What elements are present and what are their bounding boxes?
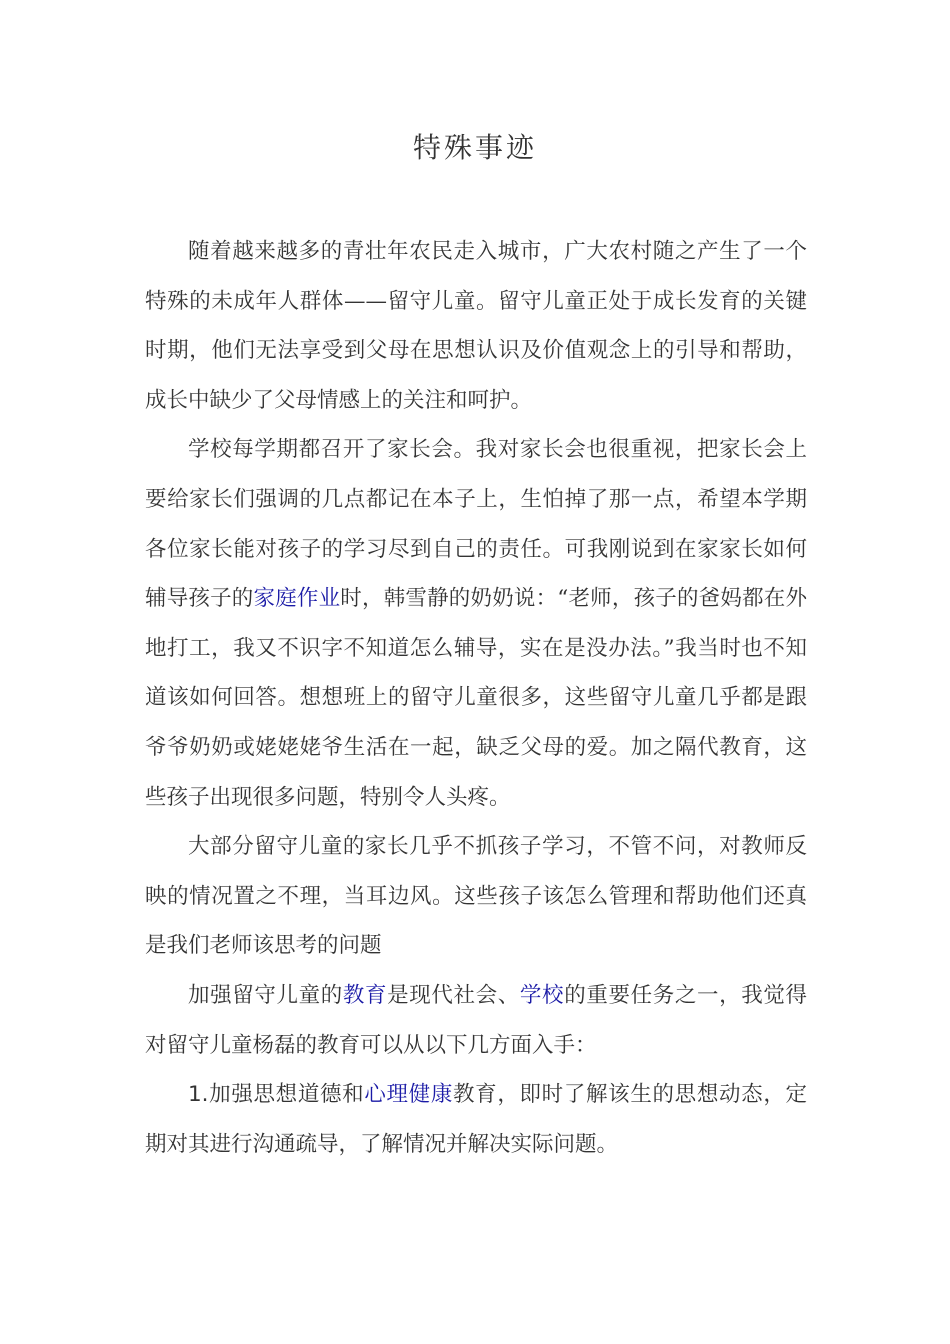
document-title: 特殊事迹 [412, 131, 537, 164]
mental-health-link[interactable]: 心理健康 [364, 1082, 454, 1108]
paragraph-3-text: 大部分留守儿童的家长几乎不抓孩子学习，不管不问，对教师反映的情况置之不理，当耳边风。这些孩子该怎么管理和帮助他们还真是我们老师该思考的问题 [145, 834, 807, 959]
paragraph-5 [145, 1070, 807, 1169]
paragraph-5-text-2: 教育，即时了解该生的思想动态，定期对其进行沟通疏导，了解情况并解决实际问题。 [145, 1082, 807, 1157]
paragraph-4 [145, 971, 807, 1070]
paragraph-2-text-after: 时，韩雪静的奶奶说：“老师，孩子的爸妈都在外地打工，我又不识字不知道怎么辅导，实在是没办法。”我当时也不知道该如何回答。想想班上的留守儿童很多，这些留守儿童几乎都是跟爷爷奶奶或姥姥姥爷生活在一起，缺乏父母的爱。加之隔代教育，这些孩子出现很多问题，特别令人头疼。 [145, 586, 807, 810]
paragraph-5-text-1: 加强思想道德和 [208, 1082, 365, 1108]
paragraph-1 [145, 227, 807, 425]
paragraph-3 [145, 822, 807, 971]
education-link[interactable]: 教育 [342, 982, 388, 1008]
paragraph-4-text-1: 加强留守儿童的 [188, 982, 343, 1008]
paragraph-1-text: 随着越来越多的青壮年农民走入城市，广大农村随之产生了一个特殊的未成年人群体——留守儿童。留守儿童正处于成长发育的关键时期，他们无法享受到父母在思想认识及价值观念上的引导和帮助，成长中缺少了父母情感上的关注和呵护。 [145, 239, 807, 413]
paragraph-2-text-before: 学校每学期都召开了家长会。我对家长会也很重视，把家长会上要给家长们强调的几点都记在本子上，生怕掉了那一点，希望本学期各位家长能对孩子的学习尽到自己的责任。可我刚说到在家家长如何辅导孩子的 [145, 437, 807, 612]
list-number: 1. [188, 1082, 209, 1108]
paragraph-4-text-3: 的重要任务之一，我觉得对留守儿童杨磊的教育可以从以下几方面入手： [145, 982, 807, 1058]
school-link[interactable]: 学校 [519, 982, 565, 1008]
homework-link[interactable]: 家庭作业 [253, 586, 341, 612]
document-body [145, 227, 807, 1169]
paragraph-2 [145, 425, 807, 822]
paragraph-4-text-2: 是现代社会、 [387, 982, 520, 1008]
